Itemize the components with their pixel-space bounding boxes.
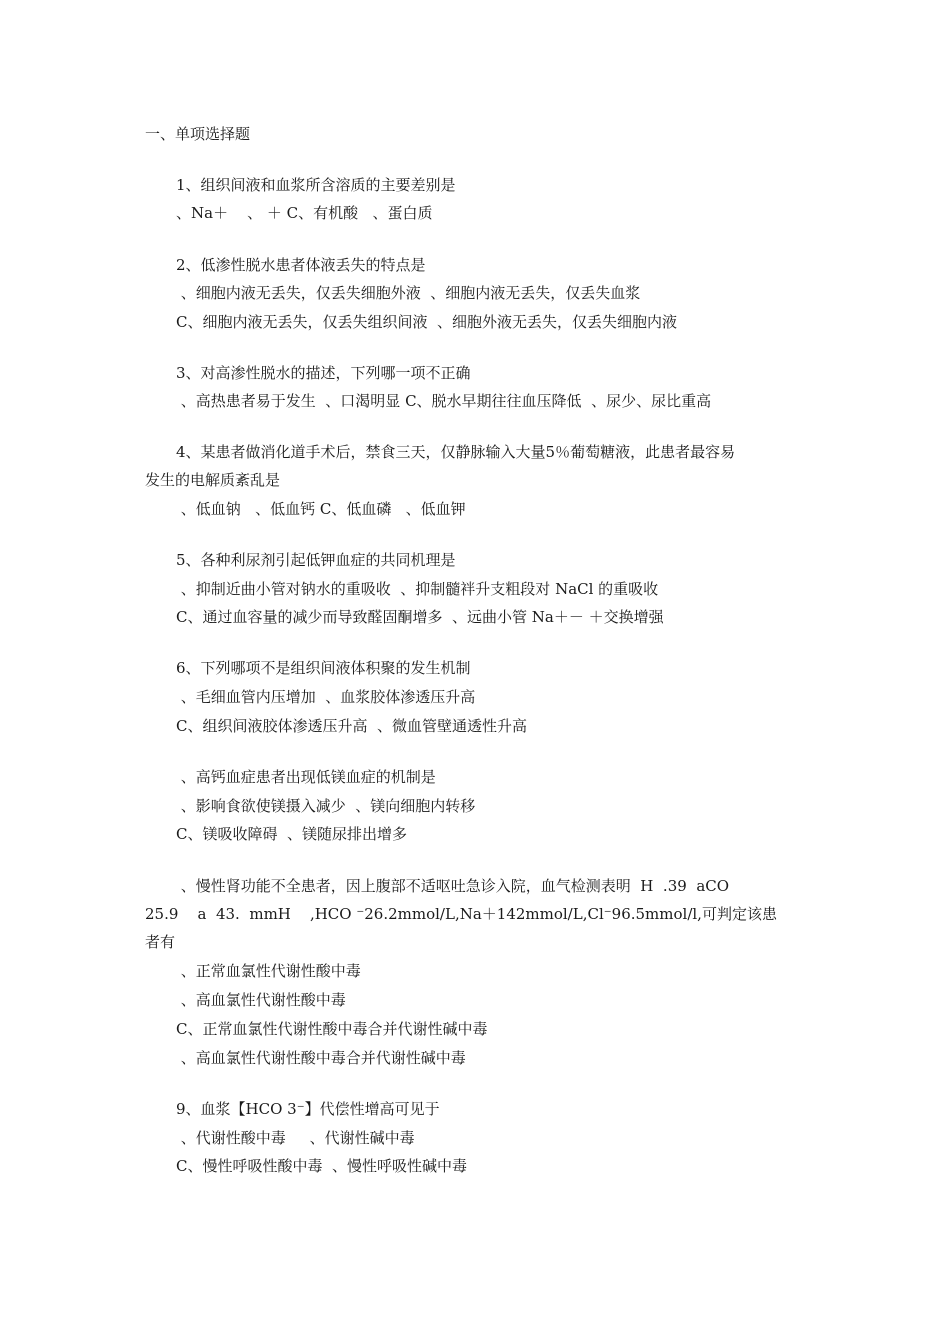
- question-7-stem: 、高钙血症患者出现低镁血症的机制是: [176, 768, 436, 786]
- question-7-options-row-2: C、镁吸收障碍 、镁随尿排出增多: [176, 825, 408, 843]
- question-3-options: 、高热患者易于发生 、口渴明显 C、脱水早期往往血压降低 、尿少、尿比重高: [176, 392, 712, 410]
- question-9-options-row-1: 、代谢性酸中毒 、代谢性碱中毒: [176, 1129, 415, 1147]
- question-8-stem-continued-2: 者有: [145, 933, 176, 951]
- question-4-stem-continued: 发生的电解质紊乱是: [145, 471, 281, 489]
- question-6-stem: 6、下列哪项不是组织间液体积聚的发生机制: [176, 659, 471, 677]
- question-9-options-row-2: C、慢性呼吸性酸中毒 、慢性呼吸性碱中毒: [176, 1157, 468, 1175]
- question-5-stem: 5、各种利尿剂引起低钾血症的共同机理是: [176, 551, 456, 569]
- question-7-options-row-1: 、影响食欲使镁摄入减少 、镁向细胞内转移: [176, 797, 476, 815]
- section-title: 一、单项选择题: [145, 125, 251, 143]
- question-3-stem: 3、对高渗性脱水的描述，下列哪一项不正确: [176, 364, 471, 382]
- question-2-options-row-1: 、细胞内液无丢失，仅丢失细胞外液 、细胞内液无丢失，仅丢失血浆: [176, 284, 641, 302]
- question-8-option-b: 、高血氯性代谢性酸中毒: [176, 991, 346, 1009]
- question-8-option-d: 、高血氯性代谢性酸中毒合并代谢性碱中毒: [176, 1049, 466, 1067]
- question-5-options-row-1: 、抑制近曲小管对钠水的重吸收 、抑制髓袢升支粗段对 NaCl 的重吸收: [176, 580, 659, 598]
- question-9-stem: 9、血浆【HCO 3⁻】代偿性增高可见于: [176, 1100, 440, 1118]
- question-2-stem: 2、低渗性脱水患者体液丢失的特点是: [176, 256, 426, 274]
- question-4-options: 、低血钠 、低血钙 C、低血磷 、低血钾: [176, 500, 466, 518]
- question-8-option-c: C、正常血氯性代谢性酸中毒合并代谢性碱中毒: [176, 1020, 488, 1038]
- question-1-options: 、Na＋ 、 ＋ C、有机酸 、蛋白质: [176, 204, 433, 222]
- question-5-options-row-2: C、通过血容量的减少而导致醛固酮增多 、远曲小管 Na＋－ ＋交换增强: [176, 608, 664, 626]
- question-8-stem: 、慢性肾功能不全患者，因上腹部不适呕吐急诊入院，血气检测表明 H .39 aCO: [176, 877, 730, 895]
- question-2-options-row-2: C、细胞内液无丢失，仅丢失组织间液 、细胞外液无丢失，仅丢失细胞内液: [176, 313, 678, 331]
- question-1-stem: 1、组织间液和血浆所含溶质的主要差别是: [176, 176, 456, 194]
- question-8-stem-continued: 25.9 a 43. mmH ,HCO ⁻26.2mmol/L,Na＋142mmol/L,Cl⁻96.5mmol/l,可判定该患: [145, 905, 777, 923]
- question-6-options-row-2: C、组织间液胶体渗透压升高 、微血管壁通透性升高: [176, 717, 528, 735]
- question-8-option-a: 、正常血氯性代谢性酸中毒: [176, 962, 361, 980]
- question-4-stem: 4、某患者做消化道手术后，禁食三天，仅静脉输入大量5％葡萄糖液，此患者最容易: [176, 443, 736, 461]
- question-6-options-row-1: 、毛细血管内压增加 、血浆胶体渗透压升高: [176, 688, 476, 706]
